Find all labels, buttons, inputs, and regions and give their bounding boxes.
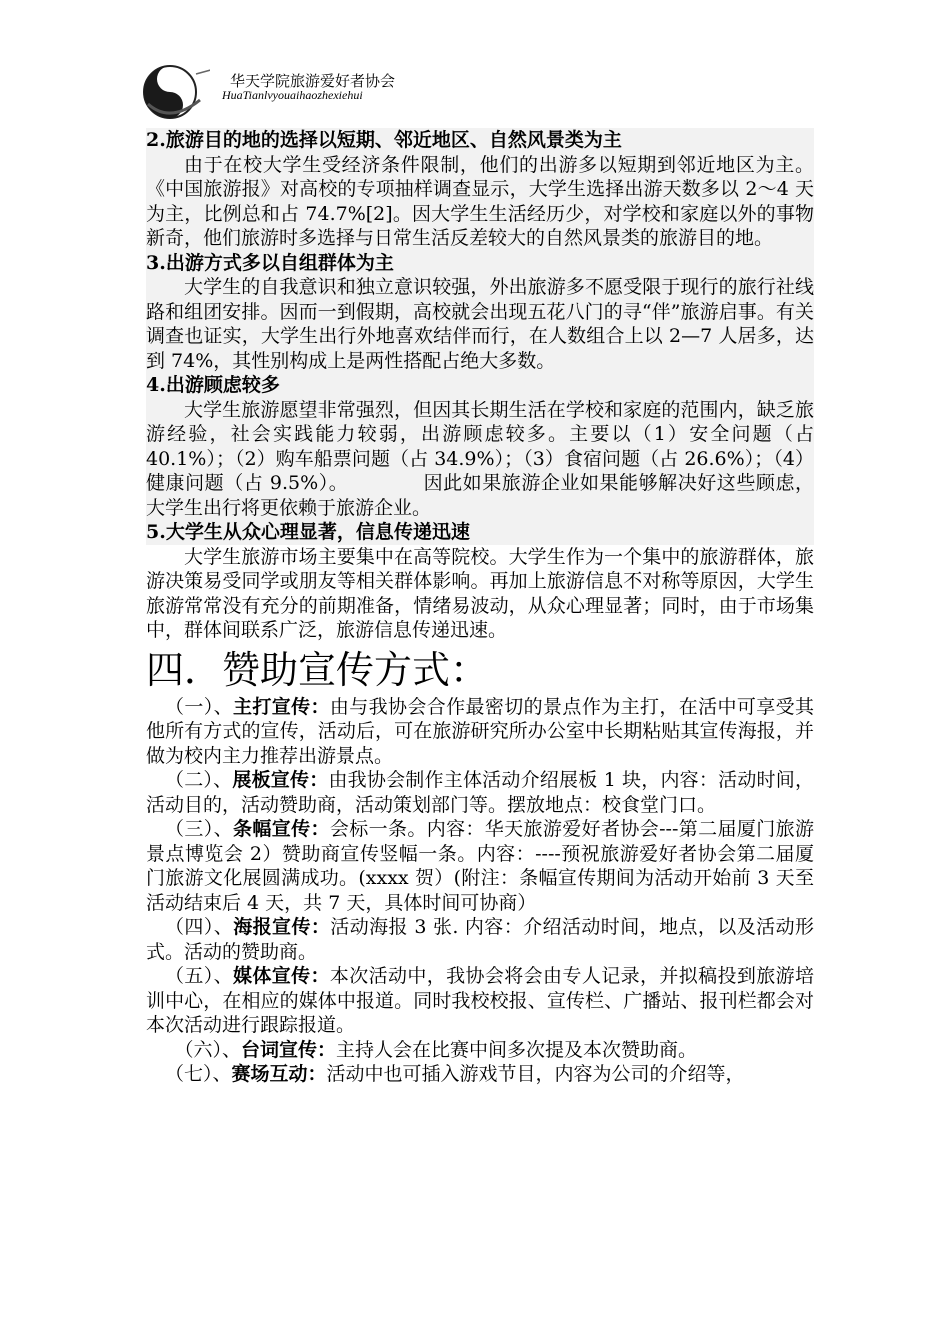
section-3-title: 3.出游方式多以自组群体为主 [146,251,394,274]
sponsor-item-2 [146,768,814,817]
item-label: 主打宣传： [233,695,330,718]
part-4-heading: 四．赞助宣传方式： [146,647,489,692]
document-body [146,128,814,1087]
page-header [140,62,560,122]
section-4-title: 4.出游顾虑较多 [146,374,280,396]
section-2-title: 2.旅游目的地的选择以短期、邻近地区、自然风景类为主 [146,129,622,151]
association-logo-icon [140,62,210,122]
section-3-body: 大学生的自我意识和独立意识较强，外出旅游多不愿受限于现行的旅行社线路和组团安排。因而一到假期，高校就会出现五花八门的寻“伴”旅游启事。有关调查也证实，大学生出行外地喜欢结伴而行，在人数组合上以 2—7 人居多，达到 74%，其性别构成上是两性搭配占绝大多数。 [146,276,814,372]
shaded-section [146,128,814,545]
org-name-cn: 华天学院旅游爱好者协会 [230,72,396,90]
sponsor-item-6 [146,1038,814,1063]
item-text: 由我协会制作主体活动介绍展板 1 块，内容：活动时间，活动目的，活动赞助商，活动策划部门等。摆放地点：校食堂门口。 [146,769,814,816]
section-5-body: 大学生旅游市场主要集中在高等院校。大学生作为一个集中的旅游群体，旅游决策易受同学或朋友等相关群体影响。再加上旅游信息不对称等原因，大学生旅游常常没有充分的前期准备，情绪易波动，从众心理显著；同时，由于市场集中，群体间联系广泛，旅游信息传递迅速。 [146,545,814,641]
item-text: 会标一条。内容：华天旅游爱好者协会---第二届厦门旅游景点博览会 2）赞助商宣传竖幅一条。内容：----预祝旅游爱好者协会第二届厦门旅游文化展圆满成功。(xxxx 贺）(附注：条幅宣传期间为活动开始前 3 天至活动结束后 4 天，共 7 天，具体时间可协商） [146,818,814,914]
sponsor-item-5 [146,964,814,1038]
item-label: 条幅宣传： [232,818,330,840]
sponsor-item-4 [146,915,814,964]
item-text: 由与我协会合作最密切的景点作为主打，在活中可享受其他所有方式的宣传，活动后，可在旅游研究所办公室中长期粘贴其宣传海报，并做为校内主力推荐出游景点。 [146,695,814,767]
item-label: 海报宣传： [233,916,331,938]
item-text: 本次活动中，我协会将会由专人记录，并拟稿投到旅游培训中心，在相应的媒体中报道。同时我校校报、宣传栏、广播站、报刊栏都会对本次活动进行跟踪报道。 [146,965,814,1036]
item-text: 主持人会在比赛中间多次提及本次赞助商。 [336,1038,698,1061]
item-label: 台词宣传： [241,1038,337,1061]
org-name-en: HuaTianlvyouaihaozhexiehui [222,88,363,102]
item-num: （七）、 [165,1063,232,1085]
item-num: （四）、 [165,916,234,938]
item-label: 媒体宣传： [233,965,330,987]
item-label: 赛场互动： [231,1063,327,1085]
item-num: （五）、 [165,965,234,987]
section-2-body: 由于在校大学生受经济条件限制，他们的出游多以短期到邻近地区为主。《中国旅游报》对高校的专项抽样调查显示，大学生选择出游天数多以 2～4 天为主，比例总和占 74.7%[2]。因大学生生活经历少，对学校和家庭以外的事物新奇，他们旅游时多选择与日常生活反差较大的自然风景类的旅游目的地。 [146,153,814,249]
item-num: （二）、 [165,769,233,791]
item-label: 展板宣传： [232,769,329,791]
item-num: （六）、 [174,1038,242,1061]
section-5-title: 5.大学生从众心理显著，信息传递迅速 [146,521,470,543]
section-4-body: 大学生旅游愿望非常强烈，但因其长期生活在学校和家庭的范围内，缺乏旅游经验，社会实践能力较弱，出游顾虑较多。主要以（1）安全问题（占 40.1%）；（2）购车船票问题（占 34.9%）；（3）食宿问题（占 26.6%）；（4）健康问题（占 9.5%）。 因此如果旅游企业如果能够解决好这些顾虑，大学生出行将更依赖于旅游企业。 [146,398,814,519]
item-text: 活动中也可插入游戏节目，内容为公司的介绍等， [326,1063,745,1085]
item-text: 活动海报 3 张. 内容：介绍活动时间，地点，以及活动形式。活动的赞助商。 [146,916,814,963]
item-num: （三）、 [165,818,233,840]
sponsor-item-7 [146,1062,814,1087]
item-num: （一）、 [165,695,234,718]
sponsor-item-1 [146,695,814,769]
sponsor-item-3 [146,817,814,915]
